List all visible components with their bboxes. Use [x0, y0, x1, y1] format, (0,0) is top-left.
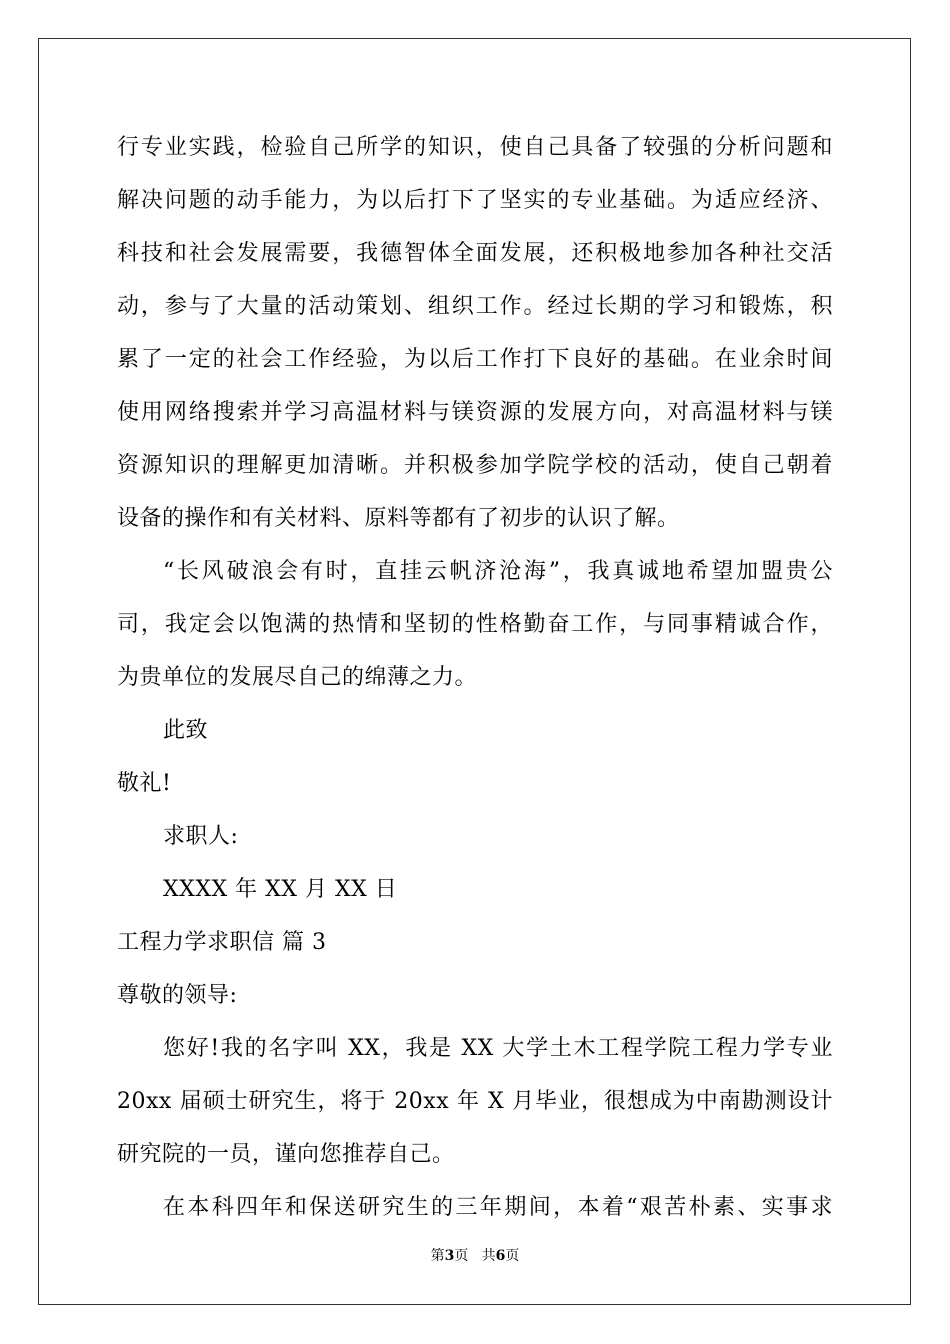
page-number: 3 [444, 1248, 455, 1264]
total-label: 共 [481, 1248, 496, 1264]
body-line: 动，参与了大量的活动策划、组织工作。经过长期的学习和锻炼，积 [117, 294, 833, 319]
body-line: 累了一定的社会工作经验，为以后工作打下良好的基础。在业余时间 [117, 347, 833, 372]
body-line: 20xx 届硕士研究生，将于 20xx 年 X 月毕业，很想成为中南勘测设计 [117, 1089, 833, 1114]
total-pages: 6 [495, 1248, 506, 1264]
closing-respect: 敬礼! [117, 771, 172, 796]
body-line: 使用网络搜索并学习高温材料与镁资源的发展方向，对高温材料与镁 [117, 400, 833, 425]
closing-salutation: 此致 [163, 718, 209, 743]
body-line: 司，我定会以饱满的热情和坚韧的性格勤奋工作，与同事精诚合作， [117, 612, 833, 637]
page-label: 第 [430, 1248, 445, 1264]
body-line: 研究院的一员，谨向您推荐自己。 [117, 1142, 455, 1167]
body-line: 您好!我的名字叫 XX，我是 XX 大学土木工程学院工程力学专业 [163, 1036, 833, 1061]
body-line: 解决问题的动手能力，为以后打下了坚实的专业基础。为适应经济、 [117, 188, 833, 213]
greeting: 尊敬的领导: [117, 983, 238, 1008]
body-line: 设备的操作和有关材料、原料等都有了初步的认识了解。 [117, 506, 680, 531]
body-line: 在本科四年和保送研究生的三年期间，本着“艰苦朴素、实事求 [163, 1195, 833, 1220]
total-unit: 页 [505, 1248, 520, 1264]
page-unit: 页 [454, 1248, 469, 1264]
section-title: 工程力学求职信 篇 3 [117, 930, 327, 955]
body-line: 为贵单位的发展尽自己的绵薄之力。 [117, 665, 478, 690]
body-line: 科技和社会发展需要，我德智体全面发展，还积极地参加各种社交活 [117, 241, 833, 266]
body-line: “长风破浪会有时，直挂云帆济沧海”，我真诚地希望加盟贵公 [163, 559, 833, 584]
page-footer [0, 1247, 950, 1265]
body-line: 资源知识的理解更加清晰。并积极参加学院学校的活动，使自己朝着 [117, 453, 833, 478]
applicant-signature: 求职人: [163, 824, 239, 849]
body-line: 行专业实践，检验自己所学的知识，使自己具备了较强的分析问题和 [117, 135, 833, 160]
letter-date: XXXX 年 XX 月 XX 日 [163, 877, 398, 902]
